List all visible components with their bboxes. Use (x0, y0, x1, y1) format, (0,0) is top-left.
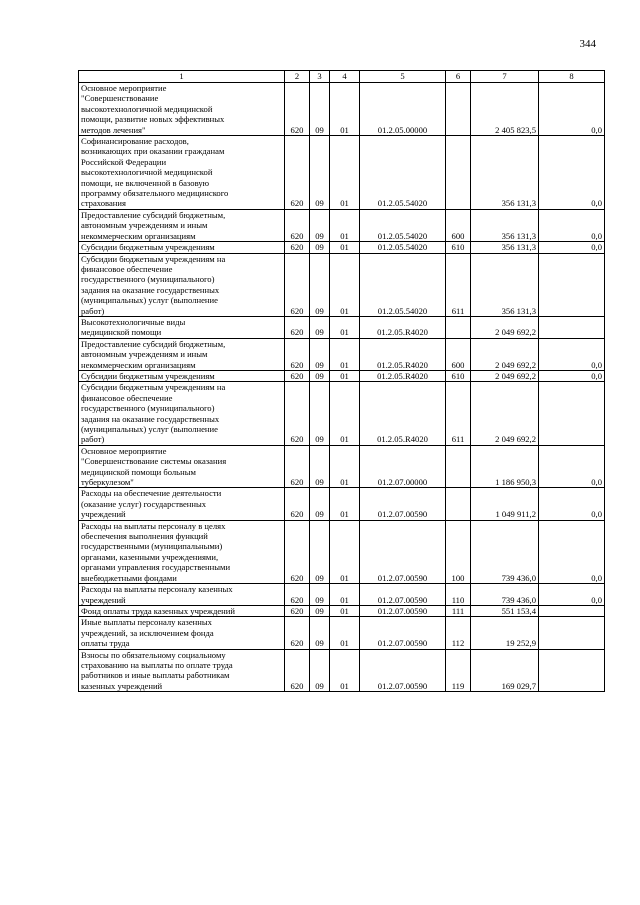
amount-extra-cell (539, 605, 605, 616)
section-cell: 09 (310, 488, 330, 520)
subsection-cell: 01 (330, 445, 360, 488)
section-cell: 09 (310, 649, 330, 692)
expense-type-cell: 611 (446, 253, 471, 316)
section-cell: 09 (310, 242, 330, 253)
table-row (79, 382, 605, 445)
column-header: 7 (471, 71, 539, 83)
target-article-cell: 01.2.07.00590 (360, 488, 446, 520)
amount-extra-cell (539, 316, 605, 338)
section-cell: 09 (310, 338, 330, 370)
table-row (79, 617, 605, 649)
ministry-code-cell: 620 (285, 520, 310, 583)
table-row (79, 370, 605, 381)
target-article-cell: 01.2.07.00590 (360, 584, 446, 606)
amount-extra-cell: 0,0 (539, 370, 605, 381)
column-header: 2 (285, 71, 310, 83)
expense-name-cell: Иные выплаты персоналу казенных учреждений, за исключением фонда оплаты труда (79, 617, 285, 649)
column-header: 4 (330, 71, 360, 83)
ministry-code-cell: 620 (285, 488, 310, 520)
subsection-cell: 01 (330, 649, 360, 692)
table-row (79, 520, 605, 583)
table-row (79, 649, 605, 692)
expense-name-cell: Предоставление субсидий бюджетным, автономным учреждениям и иным некоммерческим организациям (79, 209, 285, 241)
section-cell: 09 (310, 617, 330, 649)
subsection-cell: 01 (330, 584, 360, 606)
expense-type-cell (446, 136, 471, 210)
column-header: 1 (79, 71, 285, 83)
amount-cell: 2 049 692,2 (471, 316, 539, 338)
amount-cell: 739 436,0 (471, 584, 539, 606)
section-cell: 09 (310, 136, 330, 210)
expense-name-cell: Софинансирование расходов, возникающих при оказании гражданам Российской Федерации высокотехнологичной медицинской помощи, не включенной в базовую программу обязательного медицинского страхования (79, 136, 285, 210)
section-cell: 09 (310, 83, 330, 136)
column-header: 5 (360, 71, 446, 83)
amount-extra-cell: 0,0 (539, 445, 605, 488)
ministry-code-cell: 620 (285, 617, 310, 649)
amount-cell: 169 029,7 (471, 649, 539, 692)
table-row (79, 445, 605, 488)
target-article-cell: 01.2.07.00590 (360, 649, 446, 692)
subsection-cell: 01 (330, 316, 360, 338)
ministry-code-cell: 620 (285, 649, 310, 692)
ministry-code-cell: 620 (285, 136, 310, 210)
section-cell: 09 (310, 370, 330, 381)
expense-name-cell: Взносы по обязательному социальному страхованию на выплаты по оплате труда работников и иные выплаты работникам казенных учреждений (79, 649, 285, 692)
section-cell: 09 (310, 316, 330, 338)
ministry-code-cell: 620 (285, 242, 310, 253)
expense-name-cell: Субсидии бюджетным учреждениям на финансовое обеспечение государственного (муниципального) задания на оказание государственных (муниципальных) услуг (выполнение работ) (79, 253, 285, 316)
target-article-cell: 01.2.05.R4020 (360, 316, 446, 338)
table-row (79, 488, 605, 520)
target-article-cell: 01.2.05.00000 (360, 83, 446, 136)
expense-type-cell: 600 (446, 209, 471, 241)
section-cell: 09 (310, 445, 330, 488)
table-row (79, 136, 605, 210)
column-header: 6 (446, 71, 471, 83)
expense-name-cell: Фонд оплаты труда казенных учреждений (79, 605, 285, 616)
ministry-code-cell: 620 (285, 605, 310, 616)
amount-cell: 1 049 911,2 (471, 488, 539, 520)
expense-name-cell: Субсидии бюджетным учреждениям (79, 242, 285, 253)
subsection-cell: 01 (330, 83, 360, 136)
target-article-cell: 01.2.05.R4020 (360, 370, 446, 381)
expense-type-cell: 112 (446, 617, 471, 649)
table-row (79, 584, 605, 606)
table-row (79, 253, 605, 316)
target-article-cell: 01.2.05.54020 (360, 136, 446, 210)
amount-cell: 356 131,3 (471, 136, 539, 210)
subsection-cell: 01 (330, 338, 360, 370)
section-cell: 09 (310, 584, 330, 606)
section-cell: 09 (310, 520, 330, 583)
expense-name-cell: Расходы на выплаты персоналу в целях обеспечения выполнения функций государственными (муниципальными) органами, казенными учреждениями, органами управления государственными внебюджетными фондами (79, 520, 285, 583)
table-header-row (79, 71, 605, 83)
subsection-cell: 01 (330, 488, 360, 520)
table-row (79, 316, 605, 338)
expense-name-cell: Основное мероприятие "Совершенствование системы оказания медицинской помощи больным туберкулезом" (79, 445, 285, 488)
expense-type-cell: 100 (446, 520, 471, 583)
amount-extra-cell (539, 617, 605, 649)
ministry-code-cell: 620 (285, 83, 310, 136)
amount-extra-cell: 0,0 (539, 83, 605, 136)
ministry-code-cell: 620 (285, 584, 310, 606)
amount-extra-cell: 0,0 (539, 520, 605, 583)
expense-type-cell (446, 488, 471, 520)
amount-cell: 2 049 692,2 (471, 370, 539, 381)
table-row (79, 83, 605, 136)
table-row (79, 605, 605, 616)
ministry-code-cell: 620 (285, 316, 310, 338)
budget-table (78, 70, 605, 692)
expense-name-cell: Предоставление субсидий бюджетным, автономным учреждениям и иным некоммерческим организациям (79, 338, 285, 370)
section-cell: 09 (310, 382, 330, 445)
expense-name-cell: Расходы на обеспечение деятельности (оказание услуг) государственных учреждений (79, 488, 285, 520)
ministry-code-cell: 620 (285, 370, 310, 381)
subsection-cell: 01 (330, 242, 360, 253)
expense-type-cell (446, 83, 471, 136)
ministry-code-cell: 620 (285, 338, 310, 370)
amount-extra-cell: 0,0 (539, 136, 605, 210)
amount-cell: 356 131,3 (471, 253, 539, 316)
expense-type-cell: 600 (446, 338, 471, 370)
subsection-cell: 01 (330, 617, 360, 649)
table-row (79, 209, 605, 241)
expense-type-cell: 110 (446, 584, 471, 606)
target-article-cell: 01.2.05.54020 (360, 253, 446, 316)
amount-cell: 2 049 692,2 (471, 382, 539, 445)
ministry-code-cell: 620 (285, 209, 310, 241)
amount-cell: 739 436,0 (471, 520, 539, 583)
ministry-code-cell: 620 (285, 382, 310, 445)
expense-name-cell: Субсидии бюджетным учреждениям (79, 370, 285, 381)
subsection-cell: 01 (330, 136, 360, 210)
section-cell: 09 (310, 209, 330, 241)
column-header: 8 (539, 71, 605, 83)
target-article-cell: 01.2.07.00590 (360, 617, 446, 649)
expense-type-cell: 610 (446, 242, 471, 253)
amount-extra-cell: 0,0 (539, 209, 605, 241)
amount-extra-cell (539, 649, 605, 692)
expense-name-cell: Основное мероприятие "Совершенствование высокотехнологичной медицинской помощи, развитие новых эффективных методов лечения" (79, 83, 285, 136)
amount-extra-cell (539, 253, 605, 316)
amount-extra-cell: 0,0 (539, 584, 605, 606)
target-article-cell: 01.2.05.R4020 (360, 338, 446, 370)
expense-name-cell: Субсидии бюджетным учреждениям на финансовое обеспечение государственного (муниципального) задания на оказание государственных (муниципальных) услуг (выполнение работ) (79, 382, 285, 445)
ministry-code-cell: 620 (285, 253, 310, 316)
amount-cell: 19 252,9 (471, 617, 539, 649)
expense-type-cell: 610 (446, 370, 471, 381)
amount-cell: 356 131,3 (471, 209, 539, 241)
subsection-cell: 01 (330, 253, 360, 316)
expense-type-cell: 111 (446, 605, 471, 616)
amount-extra-cell: 0,0 (539, 242, 605, 253)
amount-cell: 1 186 950,3 (471, 445, 539, 488)
target-article-cell: 01.2.05.R4020 (360, 382, 446, 445)
expense-name-cell: Расходы на выплаты персоналу казенных учреждений (79, 584, 285, 606)
amount-cell: 2 049 692,2 (471, 338, 539, 370)
expense-type-cell (446, 445, 471, 488)
column-header: 3 (310, 71, 330, 83)
amount-cell: 2 405 823,5 (471, 83, 539, 136)
amount-extra-cell (539, 382, 605, 445)
page-number: 344 (579, 38, 596, 50)
expense-name-cell: Высокотехнологичные виды медицинской помощи (79, 316, 285, 338)
subsection-cell: 01 (330, 209, 360, 241)
amount-extra-cell: 0,0 (539, 338, 605, 370)
target-article-cell: 01.2.05.54020 (360, 242, 446, 253)
subsection-cell: 01 (330, 370, 360, 381)
amount-cell: 551 153,4 (471, 605, 539, 616)
subsection-cell: 01 (330, 382, 360, 445)
subsection-cell: 01 (330, 605, 360, 616)
expense-type-cell: 611 (446, 382, 471, 445)
subsection-cell: 01 (330, 520, 360, 583)
amount-extra-cell: 0,0 (539, 488, 605, 520)
ministry-code-cell: 620 (285, 445, 310, 488)
target-article-cell: 01.2.07.00590 (360, 605, 446, 616)
target-article-cell: 01.2.07.00590 (360, 520, 446, 583)
expense-type-cell (446, 316, 471, 338)
table-row (79, 242, 605, 253)
table-row (79, 338, 605, 370)
target-article-cell: 01.2.05.54020 (360, 209, 446, 241)
amount-cell: 356 131,3 (471, 242, 539, 253)
target-article-cell: 01.2.07.00000 (360, 445, 446, 488)
section-cell: 09 (310, 605, 330, 616)
section-cell: 09 (310, 253, 330, 316)
expense-type-cell: 119 (446, 649, 471, 692)
